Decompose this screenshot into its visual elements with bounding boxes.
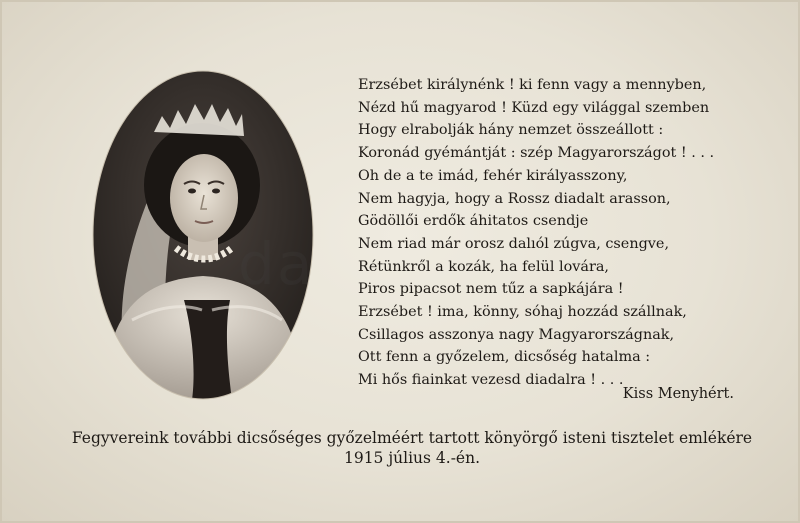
poem-line: Gödöllői erdők áhitatos csendje: [358, 213, 589, 230]
poem-line: Hogy elrabolják hány nemzet összeállott :: [358, 122, 664, 139]
poem-line: Piros pipacsot nem tűz a sapkájára !: [358, 281, 624, 298]
caption-line-2: 1915 július 4.-én.: [343, 449, 481, 467]
caption-line-1: Fegyvereink további dicsőséges győzelméért tartott könyörgő isteni tisztelet emlékére: [71, 429, 753, 447]
poem-line: Oh de a te imád, fehér királyasszony,: [358, 167, 628, 184]
poem-line: Erzsébet ! ima, könny, sóhaj hozzád szállnak,: [358, 304, 687, 321]
poem-line: Mi hős fiainkat vezesd diadalra ! . . .: [358, 372, 624, 389]
poem-line: Csillagos asszonya nagy Magyarországnak,: [358, 326, 675, 343]
poem-line: Ott fenn a győzelem, dicsőség hatalma :: [358, 349, 651, 366]
caption: [62, 428, 762, 468]
poem-line: Nem hagyja, hogy a Rossz diadalt arasson,: [358, 190, 671, 207]
poem: [358, 74, 778, 392]
poem-author: Kiss Menyhért.: [622, 386, 734, 402]
poem-line: Nézd hű magyarod ! Küzd egy világgal szemben: [358, 99, 710, 116]
watermark-text: da: [238, 230, 315, 298]
poem-line: Koronád gyémántját : szép Magyarországot ! . . .: [358, 145, 715, 162]
poem-line: Rétünkről a kozák, ha felül lovára,: [358, 258, 609, 275]
poem-line: Erzsébet királynénk ! ki fenn vagy a mennyben,: [358, 77, 707, 93]
poem-line: Nem riad már orosz dalıól zúgva, csengve,: [358, 235, 670, 252]
